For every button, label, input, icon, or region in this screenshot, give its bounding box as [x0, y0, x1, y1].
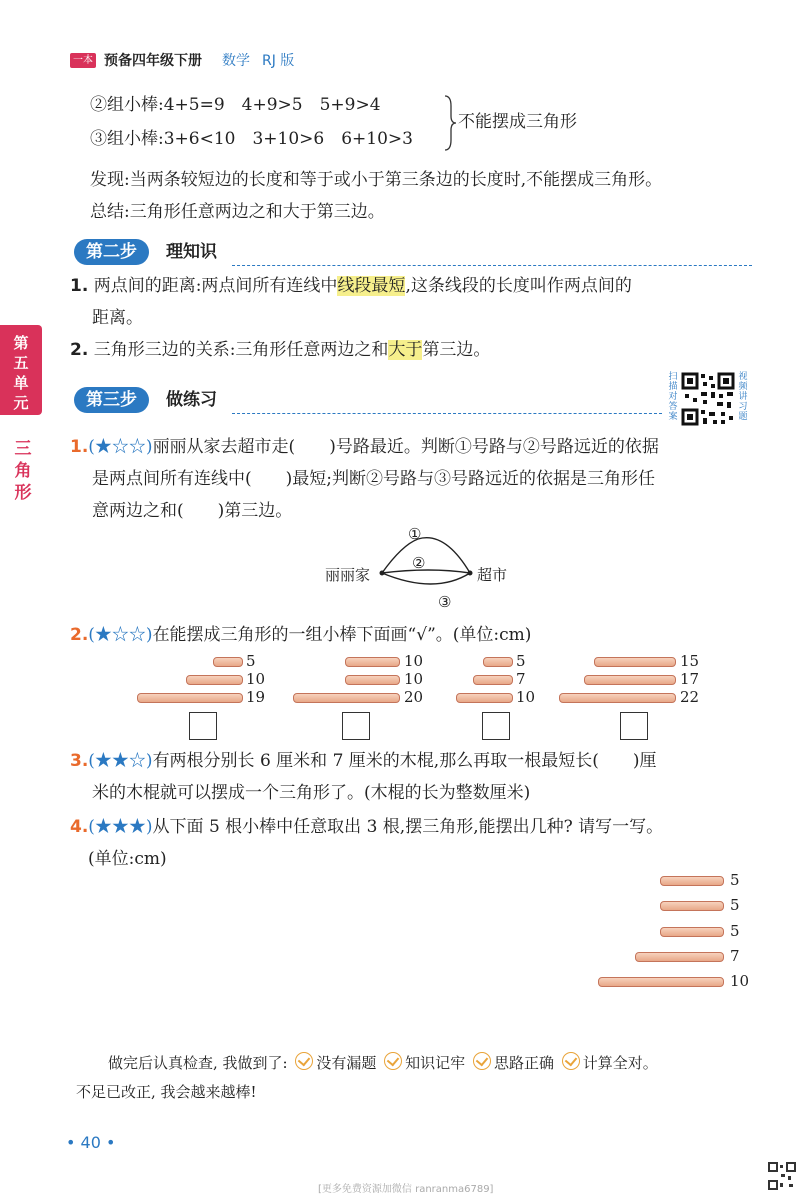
stick: [213, 657, 243, 667]
step2-title: 理知识: [166, 242, 217, 262]
stick-length-label: 17: [680, 670, 700, 688]
check-icon: [562, 1052, 580, 1070]
stick: [660, 876, 724, 886]
check-icon: [384, 1052, 402, 1070]
answer-checkbox-2[interactable]: [342, 712, 370, 740]
qr-code-icon[interactable]: [681, 372, 735, 426]
stick: [456, 693, 513, 703]
stick: [598, 977, 724, 987]
stick: [559, 693, 676, 703]
step3-title: 做练习: [166, 390, 217, 410]
stick-length-label: 10: [404, 670, 424, 688]
q4-line-2: (单位:cm): [88, 849, 167, 869]
stick: [660, 927, 724, 937]
step2-pill: 第二步: [74, 239, 149, 265]
route-1-label: ①: [408, 525, 422, 543]
stick: [137, 693, 243, 703]
self-check-line-2: 不足已改正, 我会越来越棒!: [76, 1083, 257, 1101]
q3-line-1: 3.(★★☆)有两根分别长 6 厘米和 7 厘米的木棍,那么再取一根最短长( )厘: [70, 751, 657, 771]
knowledge-item-1-cont: 距离。: [92, 308, 143, 328]
subject-label: 数学: [222, 53, 250, 69]
stick: [594, 657, 676, 667]
stick: [293, 693, 400, 703]
stick-length-label: 5: [516, 652, 526, 670]
q4-line-1: 4.(★★★)从下面 5 根小棒中任意取出 3 根,摆三角形,能摆出几种? 请写一写。: [70, 817, 664, 837]
corner-qr-icon: [768, 1162, 796, 1190]
difficulty-stars: (★☆☆): [88, 437, 153, 457]
knowledge-item-2: 2. 三角形三边的关系:三角形任意两边之和大于第三边。: [70, 340, 491, 360]
watermark: [更多免费资源加微信 ranranma6789]: [318, 1184, 494, 1195]
stick-length-label: 22: [680, 688, 700, 706]
unit-tab: 第 五 单 元: [0, 325, 42, 415]
route-diagram: [320, 525, 530, 615]
stick: [660, 901, 724, 911]
stick-length-label: 7: [516, 670, 526, 688]
stick: [345, 675, 400, 685]
stick: [584, 675, 676, 685]
step2-divider: [232, 265, 752, 266]
stick-length-label: 10: [516, 688, 536, 706]
stick: [473, 675, 513, 685]
page-number: • 40 •: [66, 1133, 116, 1152]
route-3-label: ③: [438, 593, 452, 611]
difficulty-stars: (★★☆): [88, 751, 153, 771]
q4-number: 4.: [70, 817, 89, 837]
book-title: 预备四年级下册: [104, 53, 202, 69]
highlight-greater: 大于: [388, 340, 423, 360]
stick-length-label: 10: [246, 670, 266, 688]
q1-line-1: 1.(★☆☆)丽丽从家去超市走( )号路最近。判断①号路与②号路远近的依据: [70, 437, 659, 457]
difficulty-stars: (★☆☆): [88, 625, 153, 645]
topic-tab: 三 角 形: [14, 439, 32, 503]
check-icon: [473, 1052, 491, 1070]
q3-line-2: 米的木棍就可以摆成一个三角形了。(木棍的长为整数厘米): [92, 783, 531, 803]
summary-text: 总结:三角形任意两边之和大于第三边。: [90, 202, 385, 222]
intro-line-3: ③组小棒:3+6<10 3+10>6 6+10>3: [90, 129, 413, 149]
q1-line-2: 是两点间所有连线中( )最短;判断②号路与③号路远近的依据是三角形任: [92, 469, 655, 489]
q1-line-3: 意两边之和( )第三边。: [92, 501, 293, 521]
q2-line-1: 2.(★☆☆)在能摆成三角形的一组小棒下面画“√”。(单位:cm): [70, 625, 532, 645]
brace-note: 不能摆成三角形: [458, 112, 577, 132]
check-icon: [295, 1052, 313, 1070]
stick-length-label: 5: [246, 652, 256, 670]
q2-number: 2.: [70, 625, 89, 645]
intro-line-2: ②组小棒:4+5=9 4+9>5 5+9>4: [90, 95, 381, 115]
discovery-text: 发现:当两条较短边的长度和等于或小于第三条边的长度时,不能摆成三角形。: [90, 170, 663, 190]
route-2-label: ②: [412, 554, 426, 572]
answer-checkbox-1[interactable]: [189, 712, 217, 740]
self-check-line: 做完后认真检查, 我做到了: 没有漏题 知识记牢 思路正确 计算全对。: [108, 1054, 658, 1072]
brace-icon: [443, 94, 457, 152]
stick-length-label: 10: [404, 652, 424, 670]
highlight-shortest: 线段最短: [337, 276, 406, 296]
knowledge-item-1: 1. 两点间的距离:两点间所有连线中线段最短,这条线段的长度叫作两点间的: [70, 276, 632, 296]
stick-length-label: 7: [730, 947, 740, 965]
qr-left-caption: 扫 描 对 答 案: [668, 372, 678, 422]
stick: [635, 952, 724, 962]
stick: [345, 657, 400, 667]
qr-right-caption: 视 频 讲 习 题: [738, 372, 748, 422]
label-market: 超市: [477, 566, 508, 584]
difficulty-stars: (★★★): [88, 817, 153, 837]
stick-length-label: 20: [404, 688, 424, 706]
stick-length-label: 10: [730, 972, 750, 990]
q1-number: 1.: [70, 437, 89, 457]
stick: [483, 657, 513, 667]
stick: [186, 675, 243, 685]
q3-number: 3.: [70, 751, 89, 771]
label-home: 丽丽家: [325, 566, 371, 584]
edition-label: RJ 版: [262, 53, 295, 69]
answer-checkbox-3[interactable]: [482, 712, 510, 740]
stick-length-label: 5: [730, 922, 740, 940]
stick-length-label: 5: [730, 871, 740, 889]
brand-logo: 一本: [70, 53, 96, 68]
answer-checkbox-4[interactable]: [620, 712, 648, 740]
step3-pill: 第三步: [74, 387, 149, 413]
stick-length-label: 15: [680, 652, 700, 670]
stick-length-label: 5: [730, 896, 740, 914]
stick-length-label: 19: [246, 688, 266, 706]
step3-divider: [232, 413, 662, 414]
